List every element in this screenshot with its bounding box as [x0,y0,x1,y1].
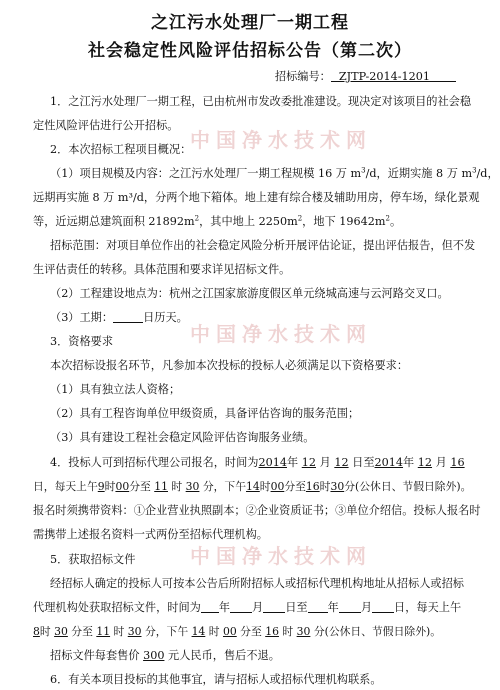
bid-number-label: 招标编号： [274,70,331,83]
doc-subtitle: 社会稳定性风险评估招标公告（第二次） [88,41,412,61]
qualification-intro: 本次招标设报名环节，凡参加本次投标的投标人必须满足以下资格要求： [50,359,409,372]
scale-line-3: 等，近远期总建筑面积 $21892m^2$，其中地上 $2250m^2$，地下 $19642m^2$。 [33,214,402,228]
scale-line-2: 远期再实施 8 万 m³/d，分两个地下箱体。地上建有综合楼及辅助用房，停车场，绿化景观 [33,191,480,204]
bid-number: ZJTP-2014-1201 [338,70,430,83]
watermark-2: 中国净水技术网 [190,322,372,346]
para-1-line-1: 1．之江污水处理厂一期工程，已由杭州市发改委批准建设。现决定对该项目的社会稳 [50,95,472,108]
obtain-line-3: 8时 30 分至 11 时 30 分，下午 14 时 00 分至 16 时 30 分(公休日、节假日除外)。 [33,625,442,638]
doc-title: 之江污水处理厂一期工程 [151,13,349,33]
section-3-heading: 3．资格要求 [50,335,114,348]
location-line: （2）工程建设地点为：杭州之江国家旅游度假区单元绕城高速与云河路交叉口。 [50,287,449,300]
scope-line-2: 生评估责任的转移。具体范围和要求详见招标文件。 [33,263,291,276]
price-line: 招标文件每套售价 300 元人民币，售后不退。 [50,649,280,662]
registration-line-2: 日，每天上午9时00分至 11 时 30 分，下午14时00分至16时30分(公休日、节假日除外)。 [33,480,472,493]
section-5-heading: 5．获取招标文件 [50,553,136,566]
duration-blank [113,311,143,323]
qualification-1: （1）具有独立法人资格； [50,383,181,396]
qualification-2: （2）具有工程咨询单位甲级资质，具备评估咨询的服务范围； [50,407,360,420]
watermark-1: 中国净水技术网 [190,128,372,152]
registration-line-1: 4．投标人可到招标代理公司报名，时间为2014年 12 月 12 日至2014年 12 月 16 [50,456,465,469]
section-6-line: 6．有关本项目投标的其他事宜，请与招标人或招标代理机构联系。 [50,673,382,686]
section-2-heading: 2．本次招标工程项目概况： [50,143,192,156]
qualification-3: （3）具有建设工程社会稳定风险评估咨询服务业绩。 [50,431,315,444]
registration-line-4: 需携带上述报名资料一式两份至招标代理机构。 [33,528,268,541]
scope-line-1: 招标范围：对项目单位作出的社会稳定风险分析开展评估论证，提出评估报告，但不发 [50,239,476,252]
price-value: 300 [143,649,165,662]
bid-number-line [33,70,456,84]
para-1-line-2: 定性风险评估进行公开招标。 [33,119,179,132]
obtain-line-1: 经招标人确定的投标人可按本公告后所附招标人或招标代理机构地址从招标人或招标 [50,577,464,590]
scale-line-1: （1）项目规模及内容：之江污水处理厂一期工程规模 16 万 $m^3/d$，近期实施 8 万 $m^3/d$， [50,166,499,180]
watermark-3: 中国净水技术网 [190,544,372,568]
duration-line: （3）工期： 日历天。 [50,311,188,324]
registration-line-3: 报名时须携带资料：①企业营业执照副本；②企业资质证书；③单位介绍信。投标人报名时 [33,504,481,517]
obtain-line-2: 代理机构处获取招标文件，时间为 年 月 日至 年 月 日，每天上午 [33,601,462,614]
